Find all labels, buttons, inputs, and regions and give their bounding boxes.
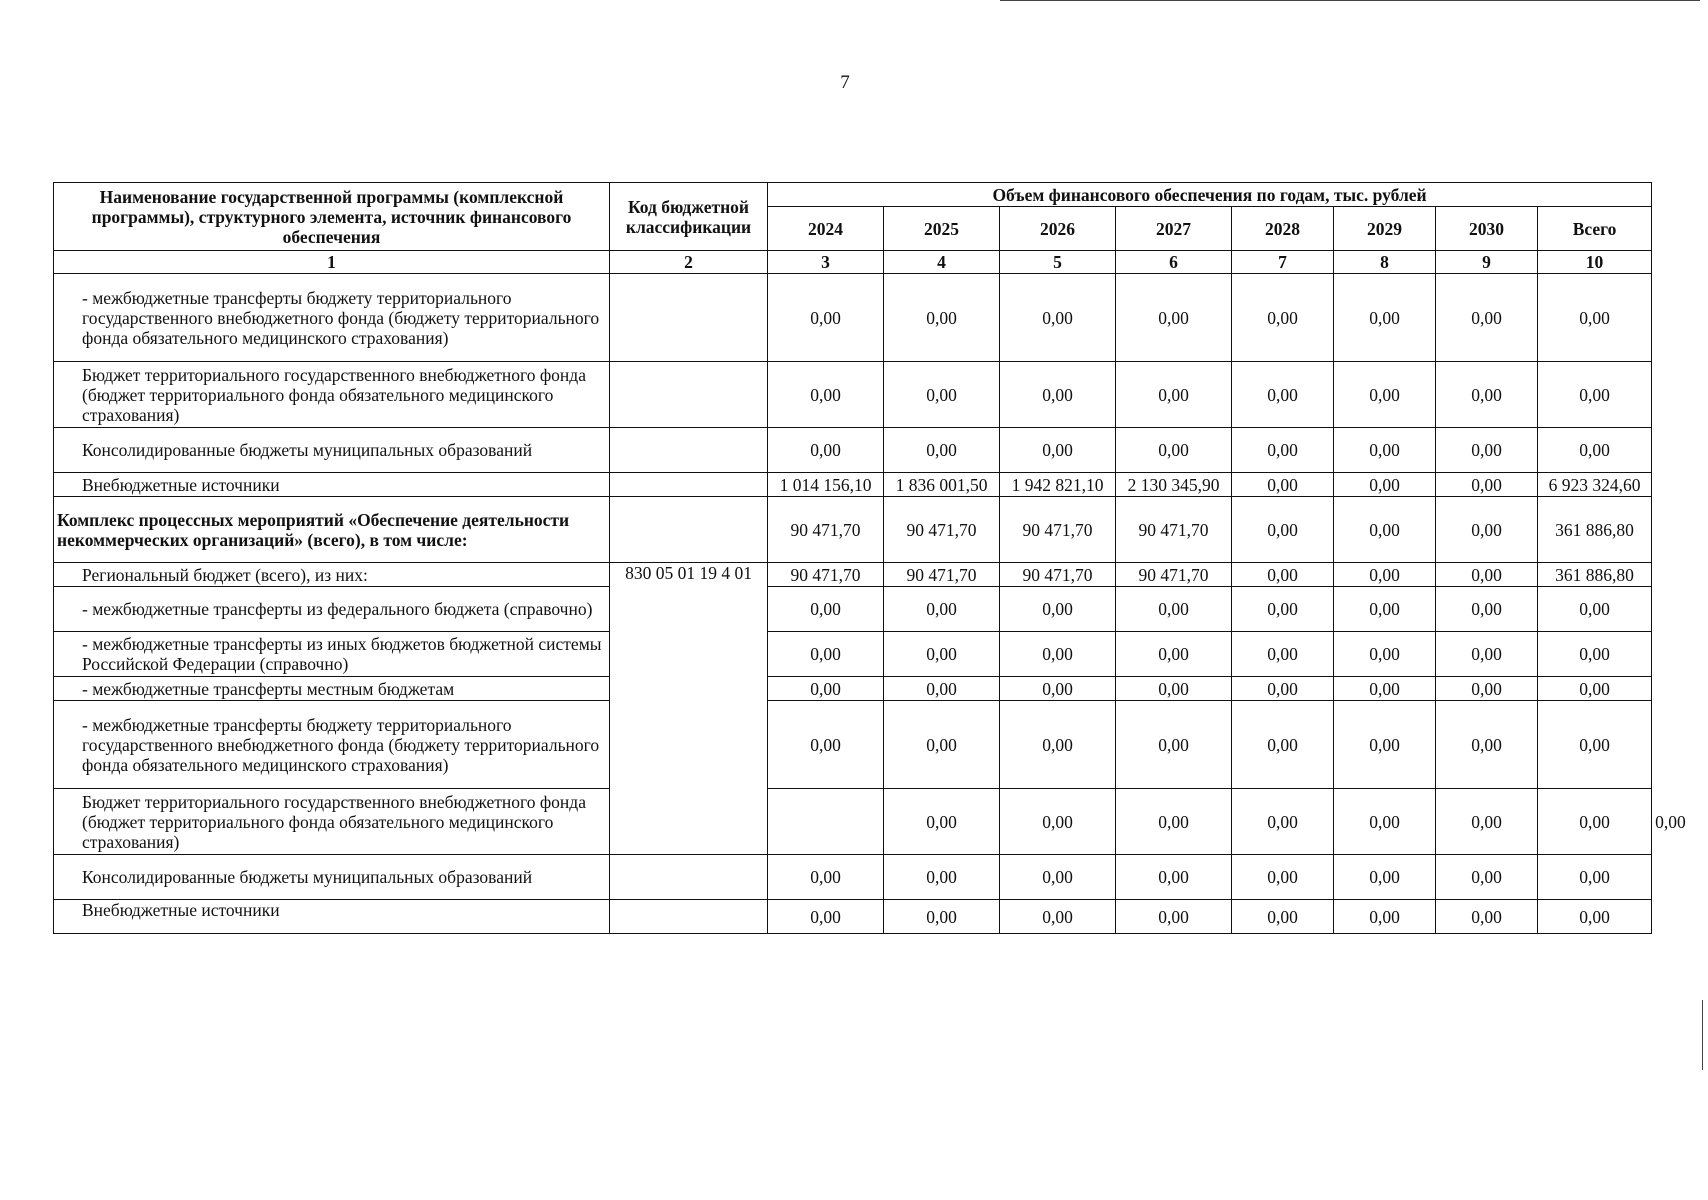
table-row — [54, 362, 1652, 428]
cell-value: 0,00 — [1232, 563, 1334, 587]
row-label: Бюджет территориального государственного внебюджетного фонда (бюджет территориального фонда обязательного медицинского страхования) — [54, 789, 610, 855]
row-code — [610, 428, 768, 473]
cell-value: 0,00 — [1232, 789, 1334, 855]
cell-total: 0,00 — [1538, 362, 1652, 428]
cell-value: 0,00 — [1538, 789, 1652, 855]
cell-value: 0,00 — [1116, 789, 1232, 855]
cell-value: 0,00 — [884, 677, 1000, 701]
cell-value: 0,00 — [1000, 428, 1116, 473]
cell-value: 1 014 156,10 — [768, 473, 884, 497]
index-cell: 9 — [1436, 251, 1538, 274]
cell-value: 0,00 — [1334, 900, 1436, 934]
cell-value: 0,00 — [1232, 632, 1334, 677]
index-cell: 2 — [610, 251, 768, 274]
cell-total: 0,00 — [1538, 632, 1652, 677]
cell-value: 0,00 — [1334, 701, 1436, 789]
row-code — [610, 274, 768, 362]
index-cell: 1 — [54, 251, 610, 274]
cell-value: 0,00 — [1436, 473, 1538, 497]
cell-value: 0,00 — [1334, 632, 1436, 677]
cell-value: 0,00 — [884, 632, 1000, 677]
cell-total: 6 923 324,60 — [1538, 473, 1652, 497]
cell-value: 0,00 — [1232, 274, 1334, 362]
row-label: - межбюджетные трансферты бюджету территориального государственного внебюджетного фонда (бюджету территориального фонда обязательного медицинского страхования) — [54, 701, 610, 789]
header-year: 2027 — [1116, 207, 1232, 251]
scan-right-mark — [1702, 1000, 1703, 1070]
row-code — [610, 855, 768, 900]
cell-value: 0,00 — [1116, 632, 1232, 677]
cell-value: 90 471,70 — [1116, 497, 1232, 563]
cell-value: 0,00 — [884, 855, 1000, 900]
cell-value: 0,00 — [1000, 362, 1116, 428]
cell-total: 0,00 — [1538, 701, 1652, 789]
cell-value: 0,00 — [768, 900, 884, 934]
cell-value: 0,00 — [768, 362, 884, 428]
header-code: Код бюджетной классификации — [610, 183, 768, 251]
row-label: - межбюджетные трансферты бюджету территориального государственного внебюджетного фонда (бюджету территориального фонда обязательного медицинского страхования) — [54, 274, 610, 362]
cell-value: 0,00 — [1232, 587, 1334, 632]
index-cell: 10 — [1538, 251, 1652, 274]
cell-value: 2 130 345,90 — [1116, 473, 1232, 497]
row-label: - межбюджетные трансферты из иных бюджетов бюджетной системы Российской Федерации (справочно) — [54, 632, 610, 677]
cell-value: 0,00 — [1232, 497, 1334, 563]
cell-value: 0,00 — [1116, 428, 1232, 473]
cell-value: 90 471,70 — [1116, 563, 1232, 587]
cell-value: 0,00 — [1436, 701, 1538, 789]
cell-value: 0,00 — [1232, 900, 1334, 934]
cell-value: 0,00 — [884, 587, 1000, 632]
cell-value: 0,00 — [768, 855, 884, 900]
header-name: Наименование государственной программы (комплексной программы), структурного элемента, источник финансового обеспечения — [54, 183, 610, 251]
cell-value: 0,00 — [884, 789, 1000, 855]
cell-value: 0,00 — [1436, 677, 1538, 701]
cell-value: 1 942 821,10 — [1000, 473, 1116, 497]
row-code — [610, 362, 768, 428]
row-label: Региональный бюджет (всего), из них: — [54, 563, 610, 587]
cell-value: 1 836 001,50 — [884, 473, 1000, 497]
cell-value: 0,00 — [1116, 900, 1232, 934]
cell-total: 0,00 — [1538, 677, 1652, 701]
cell-value: 0,00 — [1334, 677, 1436, 701]
cell-value: 0,00 — [768, 274, 884, 362]
cell-value: 0,00 — [1116, 855, 1232, 900]
table-row: Бюджет территориального государственного внебюджетного фонда (бюджет территориального фонда обязательного медицинского страхования) 0,00 0,00 0,00 0,00 0,00 0,00 0,00 0,00 — [54, 789, 1652, 855]
row-label: Комплекс процессных мероприятий «Обеспечение деятельности некоммерческих организаций» (всего), в том числе: — [54, 497, 610, 563]
cell-value: 90 471,70 — [884, 563, 1000, 587]
header-year: 2026 — [1000, 207, 1116, 251]
cell-value: 0,00 — [1436, 362, 1538, 428]
header-year: 2028 — [1232, 207, 1334, 251]
table-row — [54, 497, 1652, 563]
cell-value: 0,00 — [1232, 428, 1334, 473]
table-row — [54, 274, 1652, 362]
index-cell: 5 — [1000, 251, 1116, 274]
index-cell: 6 — [1116, 251, 1232, 274]
cell-total: 0,00 — [1538, 428, 1652, 473]
cell-value: 0,00 — [1334, 274, 1436, 362]
row-label: Внебюджетные источники — [54, 473, 610, 497]
cell-value: 0,00 — [884, 428, 1000, 473]
cell-value: 0,00 — [1436, 428, 1538, 473]
cell-value: 0,00 — [768, 632, 884, 677]
cell-value: 0,00 — [1232, 855, 1334, 900]
row-code — [610, 473, 768, 497]
header-volume: Объем финансового обеспечения по годам, тыс. рублей — [768, 183, 1652, 207]
cell-total: 0,00 — [1538, 855, 1652, 900]
cell-value: 0,00 — [1232, 677, 1334, 701]
cell-value: 0,00 — [1000, 677, 1116, 701]
cell-total: 0,00 — [1538, 900, 1652, 934]
cell-value: 0,00 — [1116, 362, 1232, 428]
cell-value: 0,00 — [1334, 362, 1436, 428]
row-code — [610, 900, 768, 934]
cell-value: 0,00 — [1000, 701, 1116, 789]
cell-total: 361 886,80 — [1538, 497, 1652, 563]
cell-value: 0,00 — [1000, 855, 1116, 900]
table-row — [54, 701, 1652, 789]
cell-value: 0,00 — [1000, 274, 1116, 362]
row-label: Внебюджетные источники — [54, 900, 610, 934]
row-label: Бюджет территориального государственного внебюджетного фонда (бюджет территориального фонда обязательного медицинского страхования) — [54, 362, 610, 428]
row-code — [768, 789, 884, 855]
cell-value: 0,00 — [1436, 632, 1538, 677]
index-cell: 8 — [1334, 251, 1436, 274]
cell-value: 90 471,70 — [884, 497, 1000, 563]
header-row-1 — [54, 183, 1652, 207]
cell-value: 0,00 — [884, 274, 1000, 362]
cell-value: 0,00 — [1116, 587, 1232, 632]
cell-total: 0,00 — [1538, 587, 1652, 632]
index-row — [54, 251, 1652, 274]
cell-value: 0,00 — [768, 428, 884, 473]
cell-value: 90 471,70 — [768, 497, 884, 563]
cell-value: 0,00 — [1436, 563, 1538, 587]
index-cell: 3 — [768, 251, 884, 274]
cell-total: 361 886,80 — [1538, 563, 1652, 587]
row-label: - межбюджетные трансферты местным бюджетам — [54, 677, 610, 701]
table-row — [54, 855, 1652, 900]
header-year: 2030 — [1436, 207, 1538, 251]
cell-value: 0,00 — [1334, 563, 1436, 587]
table-row — [54, 900, 1652, 934]
cell-value: 0,00 — [1000, 789, 1116, 855]
index-cell: 4 — [884, 251, 1000, 274]
cell-value: 0,00 — [1436, 497, 1538, 563]
row-code: 830 05 01 19 4 01 — [610, 563, 768, 855]
cell-value: 0,00 — [1334, 428, 1436, 473]
table-row — [54, 473, 1652, 497]
cell-value: 0,00 — [1000, 632, 1116, 677]
scan-top-line — [1000, 0, 1700, 1]
cell-value: 90 471,70 — [1000, 563, 1116, 587]
cell-value: 0,00 — [1116, 677, 1232, 701]
row-code — [610, 497, 768, 563]
cell-value: 0,00 — [884, 701, 1000, 789]
header-total: Всего — [1538, 207, 1652, 251]
cell-value: 0,00 — [1000, 587, 1116, 632]
header-year: 2024 — [768, 207, 884, 251]
cell-value: 0,00 — [768, 677, 884, 701]
header-year: 2025 — [884, 207, 1000, 251]
cell-value: 0,00 — [884, 900, 1000, 934]
cell-value: 0,00 — [1334, 473, 1436, 497]
cell-value: 90 471,70 — [1000, 497, 1116, 563]
cell-value: 0,00 — [768, 701, 884, 789]
row-label: Консолидированные бюджеты муниципальных образований — [54, 428, 610, 473]
cell-value: 0,00 — [1334, 587, 1436, 632]
cell-value: 0,00 — [1000, 900, 1116, 934]
table-row — [54, 563, 1652, 587]
cell-value: 0,00 — [1334, 855, 1436, 900]
cell-value: 0,00 — [1436, 587, 1538, 632]
index-cell: 7 — [1232, 251, 1334, 274]
table-row — [54, 428, 1652, 473]
cell-value: 0,00 — [1334, 497, 1436, 563]
cell-value: 0,00 — [884, 362, 1000, 428]
cell-value: 0,00 — [1436, 900, 1538, 934]
cell-value: 0,00 — [1116, 274, 1232, 362]
row-label: - межбюджетные трансферты из федерального бюджета (справочно) — [54, 587, 610, 632]
cell-value: 0,00 — [1436, 855, 1538, 900]
table-row — [54, 677, 1652, 701]
table-row — [54, 632, 1652, 677]
financing-table — [53, 182, 1686, 934]
cell-value: 0,00 — [1436, 274, 1538, 362]
cell-value: 90 471,70 — [768, 563, 884, 587]
cell-value: 0,00 — [1232, 473, 1334, 497]
header-year: 2029 — [1334, 207, 1436, 251]
cell-value: 0,00 — [768, 587, 884, 632]
page-number: 7 — [840, 72, 850, 93]
cell-total: 0,00 — [1538, 274, 1652, 362]
cell-value: 0,00 — [1116, 701, 1232, 789]
row-label: Консолидированные бюджеты муниципальных образований — [54, 855, 610, 900]
table-row — [54, 587, 1652, 632]
cell-value: 0,00 — [1436, 789, 1538, 855]
cell-value: 0,00 — [1232, 362, 1334, 428]
cell-value: 0,00 — [1334, 789, 1436, 855]
cell-value: 0,00 — [1232, 701, 1334, 789]
